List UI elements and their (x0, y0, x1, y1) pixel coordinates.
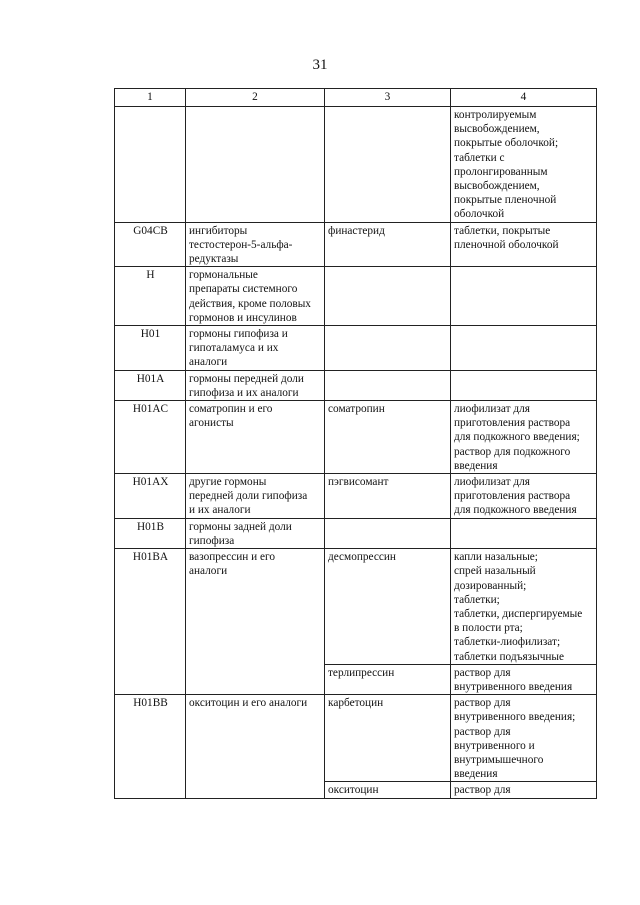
atc-code-cell: H01AX (115, 474, 186, 519)
atc-code-cell: H01AC (115, 401, 186, 474)
atc-code-cell: H01A (115, 370, 186, 400)
group-name-cell: гормональные препараты системного действия, кроме половых гормонов и инсулинов (186, 267, 325, 326)
group-name-cell: гормоны передней доли гипофиза и их аналоги (186, 370, 325, 400)
table-row (115, 370, 597, 400)
substance-cell (325, 326, 451, 371)
dosage-forms-cell: раствор для (451, 782, 597, 798)
atc-code-cell: H01 (115, 326, 186, 371)
table-body (115, 107, 597, 799)
group-name-cell (186, 107, 325, 223)
dosage-forms-cell (451, 370, 597, 400)
atc-code-cell: H01BB (115, 695, 186, 798)
column-header: 4 (451, 89, 597, 107)
substance-cell: окситоцин (325, 782, 451, 798)
table-row (115, 549, 597, 665)
group-name-cell: гормоны задней доли гипофиза (186, 518, 325, 548)
dosage-forms-cell: раствор для внутривенного введения (451, 664, 597, 694)
group-name-cell: окситоцин и его аналоги (186, 695, 325, 798)
substance-cell (325, 267, 451, 326)
group-name-cell: гормоны гипофиза и гипоталамуса и их аналоги (186, 326, 325, 371)
atc-code-cell: G04CB (115, 222, 186, 267)
substance-cell: пэгвисомант (325, 474, 451, 519)
substance-cell: карбетоцин (325, 695, 451, 782)
column-header: 3 (325, 89, 451, 107)
table-row (115, 474, 597, 519)
dosage-forms-cell (451, 518, 597, 548)
group-name-cell: соматропин и его агонисты (186, 401, 325, 474)
dosage-forms-cell: лиофилизат для приготовления раствора для подкожного введения (451, 474, 597, 519)
substance-cell: терлипрессин (325, 664, 451, 694)
page-number: 31 (312, 57, 328, 73)
substance-cell: финастерид (325, 222, 451, 267)
table-row (115, 222, 597, 267)
atc-code-cell: H01BA (115, 549, 186, 695)
table-row (115, 107, 597, 223)
dosage-forms-cell: лиофилизат для приготовления раствора для подкожного введения; раствор для подкожного введения (451, 401, 597, 474)
group-name-cell: ингибиторы тестостерон-5-альфа- редуктазы (186, 222, 325, 267)
group-name-cell: вазопрессин и его аналоги (186, 549, 325, 695)
table-row (115, 267, 597, 326)
dosage-forms-cell: раствор для внутривенного введения; раствор для внутривенного и внутримышечного введения (451, 695, 597, 782)
table-row (115, 326, 597, 371)
substance-cell (325, 107, 451, 223)
column-header: 2 (186, 89, 325, 107)
table-header-row (115, 89, 597, 107)
atc-code-cell: H (115, 267, 186, 326)
dosage-forms-cell (451, 267, 597, 326)
drug-table (114, 88, 597, 799)
dosage-forms-cell (451, 326, 597, 371)
atc-code-cell (115, 107, 186, 223)
dosage-forms-cell: контролируемым высвобождением, покрытые оболочкой; таблетки с пролонгированным высвобождением, покрытые пленочной оболочкой (451, 107, 597, 223)
table-row (115, 401, 597, 474)
dosage-forms-cell: капли назальные; спрей назальный дозированный; таблетки; таблетки, диспергируемые в полости рта; таблетки-лиофилизат; таблетки подъязычные (451, 549, 597, 665)
column-header: 1 (115, 89, 186, 107)
substance-cell: соматропин (325, 401, 451, 474)
substance-cell (325, 518, 451, 548)
table-row (115, 695, 597, 782)
substance-cell: десмопрессин (325, 549, 451, 665)
atc-code-cell: H01B (115, 518, 186, 548)
group-name-cell: другие гормоны передней доли гипофиза и их аналоги (186, 474, 325, 519)
substance-cell (325, 370, 451, 400)
dosage-forms-cell: таблетки, покрытые пленочной оболочкой (451, 222, 597, 267)
table-row (115, 518, 597, 548)
